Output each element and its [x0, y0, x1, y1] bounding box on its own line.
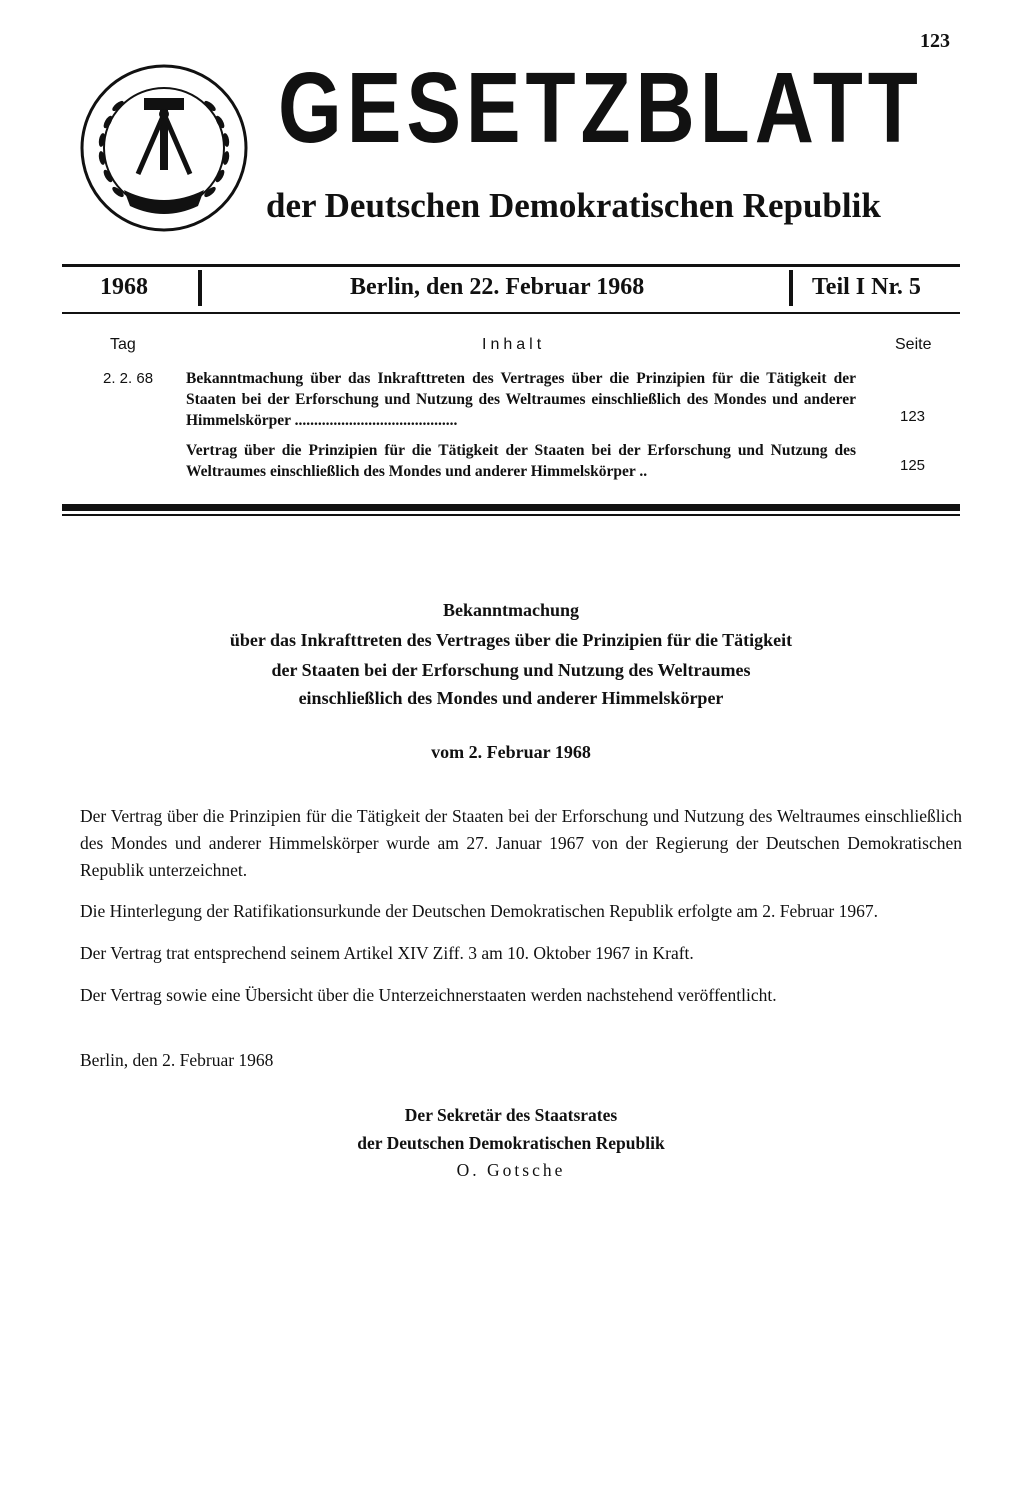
announcement-heading: Bekanntmachung [442, 600, 580, 620]
body-paragraph: Der Vertrag über die Prinzipien für die Tätigkeit der Staaten bei der Erforschung und Nutzung des Weltraumes einschließlich des Mondes und anderer Himmelskörper wurde am 27. Januar 1967 von der Regierung der Deutschen Demokratischen Republik unterzeichnet. [80, 806, 962, 880]
divider [62, 514, 960, 516]
divider [198, 270, 202, 306]
toc-entry-title: Bekanntmachung über das Inkrafttreten des Vertrages über die Prinzipien für die Tätigkeit der Staaten bei der Erforschung und Nutzung des Weltraumes einschließlich des Mondes und anderer Himmelskörper .......................................... [186, 370, 856, 429]
body-paragraph: Der Vertrag trat entsprechend seinem Artikel XIV Ziff. 3 am 10. Oktober 1967 in Kraft. [80, 943, 694, 963]
toc-column-day: Tag [110, 336, 136, 353]
toc-entry-page: 123 [900, 408, 926, 425]
signatory-title: der Deutschen Demokratischen Republik [357, 1133, 665, 1153]
announcement-heading: über das Inkrafttreten des Vertrages über die Prinzipien für die Tätigkeit [229, 630, 793, 650]
issue-year: 1968 [100, 274, 148, 300]
masthead-subtitle: der Deutschen Demokratischen Republik [266, 186, 881, 225]
masthead-title: GESETZBLATT [278, 52, 923, 164]
announcement-heading: der Staaten bei der Erforschung und Nutzung des Weltraumes [271, 660, 751, 680]
toc-column-page: Seite [895, 336, 932, 353]
issue-date: Berlin, den 22. Februar 1968 [350, 274, 645, 300]
announcement-date: vom 2. Februar 1968 [431, 742, 591, 762]
page-number: 123 [920, 30, 950, 52]
body-paragraph: Der Vertrag sowie eine Übersicht über die Unterzeichnerstaaten werden nachstehend veröffentlicht. [80, 985, 777, 1005]
signatory-title: Der Sekretär des Staatsrates [404, 1105, 618, 1125]
toc-entry-date: 2. 2. 68 [103, 370, 154, 387]
place-date: Berlin, den 2. Februar 1968 [80, 1050, 274, 1070]
divider [62, 312, 960, 314]
toc-entry-title: Vertrag über die Prinzipien für die Tätigkeit der Staaten bei der Erforschung und Nutzung des Weltraumes einschließlich des Mondes und anderer Himmelskörper .. [186, 442, 856, 480]
divider [62, 504, 960, 511]
announcement-heading: einschließlich des Mondes und anderer Himmelskörper [298, 688, 724, 708]
toc-column-title: Inhalt [482, 336, 546, 353]
issue-part: Teil I Nr. 5 [812, 274, 921, 300]
divider [62, 264, 960, 267]
toc-entry-page: 125 [900, 457, 926, 474]
signatory-name: O. Gotsche [456, 1160, 566, 1180]
body-paragraph: Die Hinterlegung der Ratifikationsurkunde der Deutschen Demokratischen Republik erfolgte am 2. Februar 1967. [80, 901, 878, 921]
state-emblem-icon [78, 62, 250, 234]
divider [789, 270, 793, 306]
